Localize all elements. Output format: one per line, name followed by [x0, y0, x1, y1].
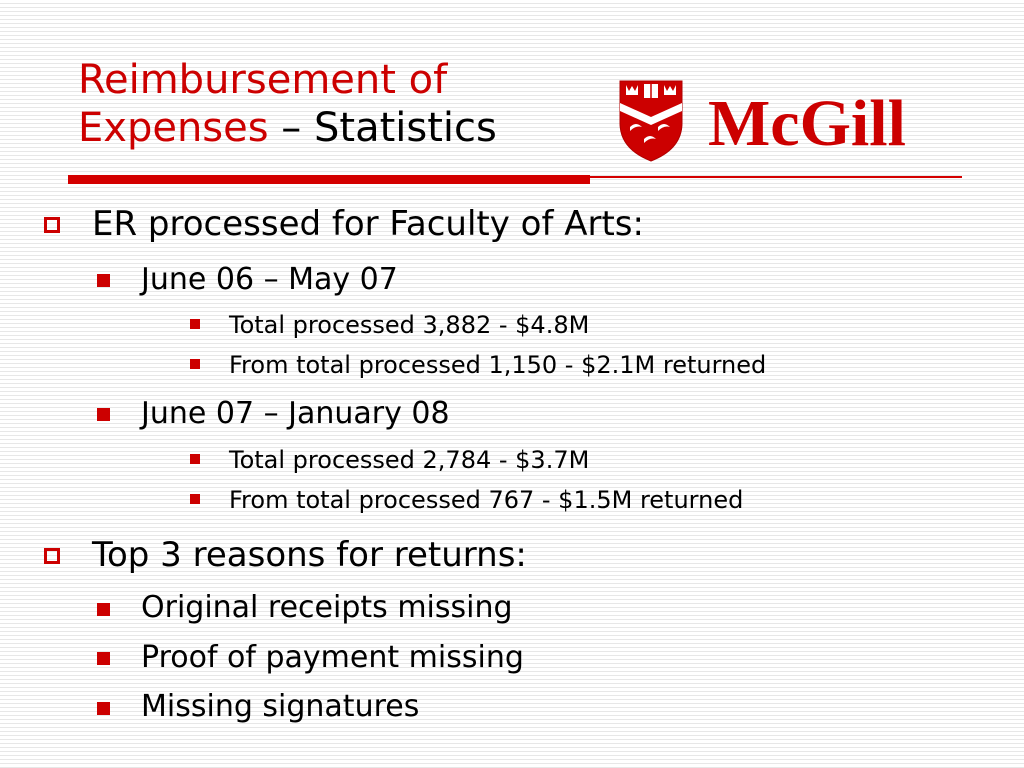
filled-square-bullet-icon: [97, 652, 110, 665]
filled-square-bullet-icon: [97, 408, 110, 421]
period-label: June 07 – January 08: [141, 396, 450, 431]
title-underline-thin: [590, 176, 962, 178]
title-line-2: [78, 104, 497, 152]
period-detail: Total processed 3,882 - $4.8M: [229, 311, 590, 339]
title-underline-thick: [68, 175, 590, 184]
mcgill-logo: [612, 75, 964, 165]
filled-square-bullet-icon: [97, 274, 110, 287]
hollow-square-bullet-icon: [44, 217, 60, 233]
period-label: June 06 – May 07: [141, 262, 398, 297]
title-red-part: Expenses: [78, 105, 269, 151]
filled-square-bullet-icon: [97, 603, 110, 616]
period-detail: Total processed 2,784 - $3.7M: [229, 446, 590, 474]
small-filled-square-bullet-icon: [190, 359, 200, 369]
reason-item: Proof of payment missing: [141, 640, 524, 675]
title-line-1: Reimbursement of: [78, 57, 448, 103]
reason-item: Original receipts missing: [141, 590, 513, 625]
period-detail: From total processed 1,150 - $2.1M returned: [229, 351, 767, 379]
mcgill-crest-icon: [612, 75, 964, 165]
small-filled-square-bullet-icon: [190, 494, 200, 504]
period-detail: From total processed 767 - $1.5M returned: [229, 486, 744, 514]
section-heading: ER processed for Faculty of Arts:: [92, 204, 644, 244]
slide-title: [78, 56, 497, 152]
section-heading: Top 3 reasons for returns:: [92, 535, 527, 575]
hollow-square-bullet-icon: [44, 548, 60, 564]
mcgill-wordmark: McGill: [708, 87, 906, 160]
small-filled-square-bullet-icon: [190, 319, 200, 329]
small-filled-square-bullet-icon: [190, 454, 200, 464]
reason-item: Missing signatures: [141, 689, 420, 724]
filled-square-bullet-icon: [97, 702, 110, 715]
title-black-part: – Statistics: [268, 105, 497, 151]
